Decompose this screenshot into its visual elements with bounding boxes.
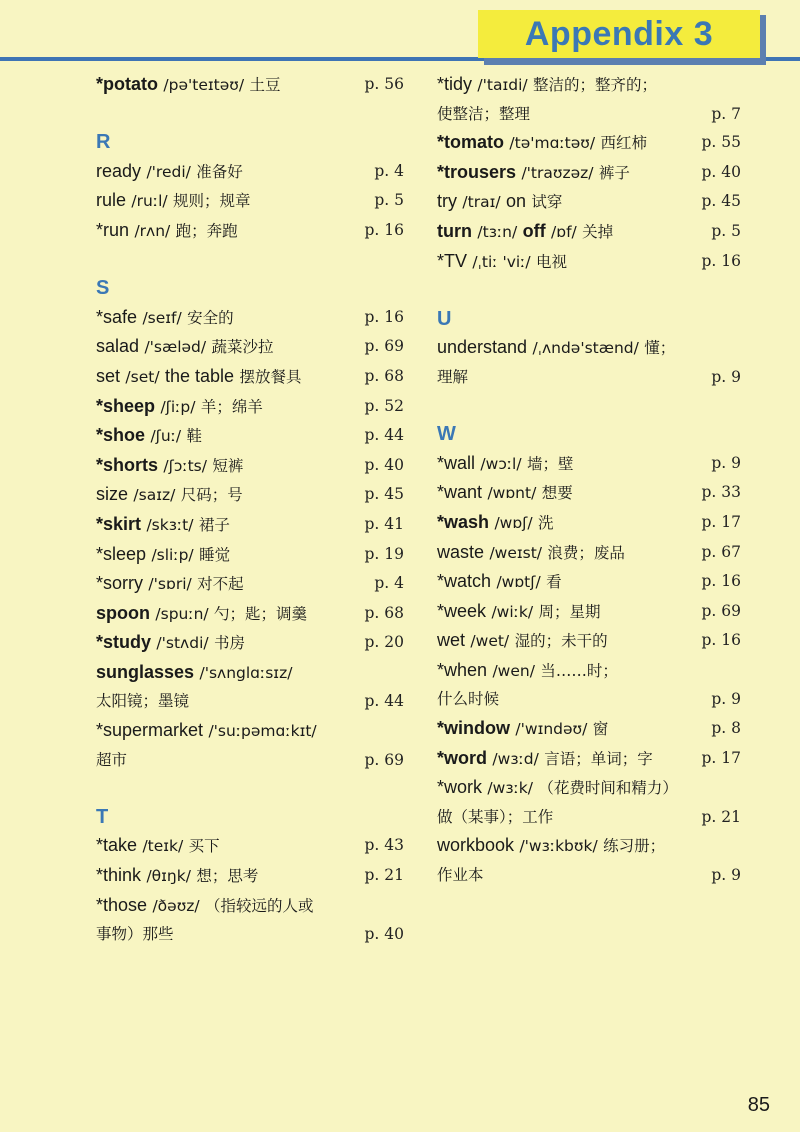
entry-page: p. 69: [701, 601, 741, 620]
glossary-entry: [96, 569, 404, 599]
entry-text: [96, 451, 361, 481]
section-letter: W: [437, 423, 456, 446]
entry-ipa: /rʌn/: [134, 221, 171, 240]
entry-translation: 想要: [541, 484, 573, 503]
glossary-entry: [96, 421, 404, 451]
entry-page: p. 9: [711, 690, 741, 709]
entry-page: p. 19: [364, 544, 404, 563]
entry-ipa: /ruːl/: [131, 192, 168, 211]
entry-text: [437, 217, 707, 247]
entry-ipa: /'stʌdi/: [156, 634, 209, 653]
entry-word: *potato: [96, 74, 158, 94]
entry-text: [96, 70, 361, 100]
glossary-entry: [437, 187, 741, 217]
entry-translation: （花费时间和精力）: [538, 779, 678, 798]
entry-page: p. 4: [374, 161, 404, 180]
glossary-entry: [437, 744, 741, 774]
entry-text: [437, 508, 698, 538]
entry-page: p. 16: [364, 307, 404, 326]
entry-translation: 鞋: [186, 427, 203, 446]
entry-text: [437, 538, 698, 568]
entry-translation: 洗: [538, 513, 554, 532]
entry-text: [96, 216, 361, 246]
glossary-entry: [96, 451, 404, 481]
title-tab: [478, 10, 760, 58]
entry-page: p. 69: [364, 337, 404, 356]
entry-ipa: /'traʊzəz/: [521, 163, 594, 182]
entry-text: [96, 716, 361, 774]
entry-translation: 蔬菜沙拉: [211, 338, 274, 357]
entry-translation: 想；思考: [196, 867, 259, 886]
entry-page: p. 7: [711, 104, 741, 123]
entry-page: p. 21: [701, 807, 741, 826]
entry-ipa: /wɜːk/: [487, 779, 533, 798]
entry-word: *sorry: [96, 573, 144, 594]
entry-page: p. 68: [364, 366, 404, 385]
entry-page: p. 44: [364, 426, 404, 445]
entry-word: *supermarket: [96, 720, 204, 741]
entry-ipa: /θɪŋk/: [146, 867, 191, 886]
entry-word: wet: [437, 630, 466, 651]
entry-translation: 尺码；号: [180, 486, 243, 505]
entry-page: p. 17: [701, 748, 741, 767]
entry-word: *word: [437, 747, 488, 768]
entry-ipa: /sliːp/: [151, 545, 194, 564]
entry-word: *watch: [437, 571, 492, 592]
entry-ipa: /tɜːn/: [477, 222, 518, 241]
entry-text: [96, 510, 361, 540]
entry-translation: 周；星期: [538, 602, 601, 621]
entry-word: *when: [437, 659, 488, 680]
entry-word: *week: [437, 600, 487, 621]
glossary-entry: [96, 628, 404, 658]
glossary-entry: [437, 597, 741, 627]
entry-word: *sheep: [96, 395, 156, 416]
glossary-entry: [96, 716, 404, 774]
entry-page: p. 17: [701, 512, 741, 531]
entry-text: [437, 449, 707, 479]
entry-text: [96, 332, 361, 362]
section-letter: T: [96, 805, 109, 828]
entry-ipa: /ˌʌndə'stænd/: [532, 339, 639, 358]
entry-text: [437, 70, 707, 128]
glossary-entry: [96, 216, 404, 246]
entry-translation: 摆放餐具: [239, 367, 302, 386]
entry-page: p. 8: [711, 719, 741, 738]
entry-translation: 超市: [96, 750, 128, 769]
glossary-entry: [96, 362, 404, 392]
entry-ipa: /wet/: [470, 632, 510, 651]
entry-text: [96, 628, 361, 658]
entry-text: [96, 480, 361, 510]
entry-translation: 湿的；未干的: [514, 632, 608, 651]
entry-word: size: [96, 484, 129, 505]
glossary-entry: [437, 333, 741, 391]
section-spacer: [437, 392, 741, 421]
entry-translation: 关掉: [582, 222, 614, 241]
entry-text: [437, 333, 707, 391]
entry-page: p. 55: [701, 133, 741, 152]
entry-translation: （指较远的人或: [205, 896, 314, 915]
entry-word: *think: [96, 865, 142, 886]
entry-page: p. 16: [701, 251, 741, 270]
entry-page: p. 69: [364, 750, 404, 769]
entry-page: p. 40: [364, 455, 404, 474]
entry-ipa: /seɪf/: [142, 308, 182, 327]
entry-translation: 试穿: [531, 193, 563, 212]
entry-text: [437, 247, 698, 277]
entry-word: understand: [437, 337, 528, 358]
entry-page: p. 16: [364, 220, 404, 239]
entry-text: [437, 773, 698, 831]
entry-word: *sleep: [96, 543, 147, 564]
glossary-entry: [96, 658, 404, 716]
entry-ipa: /wiːk/: [491, 602, 534, 621]
entry-word: spoon: [96, 602, 150, 623]
entry-ipa: /ʃiːp/: [160, 397, 196, 416]
entry-translation: 理解: [437, 367, 469, 386]
entry-ipa: /skɜːt/: [146, 515, 194, 534]
entry-text: [437, 656, 707, 714]
entry-ipa: /wɔːl/: [480, 454, 522, 473]
entry-text: [437, 128, 698, 158]
entry-translation: 买下: [188, 837, 220, 856]
entry-ipa: /'sʌnglɑːsɪz/: [199, 663, 293, 682]
entry-translation: 练习册；: [603, 837, 666, 856]
section-spacer: [96, 774, 404, 803]
glossary-entry: [437, 158, 741, 188]
glossary-entry: [96, 510, 404, 540]
entry-translation: 裙子: [198, 515, 230, 534]
entry-page: p. 56: [364, 75, 404, 93]
entry-word: *skirt: [96, 513, 142, 534]
entry-word: salad: [96, 336, 140, 357]
entry-ipa: /saɪz/: [133, 486, 176, 505]
entry-translation: 太阳镜；墨镜: [96, 692, 190, 711]
entry-ipa: /'sæləd/: [144, 338, 207, 357]
entry-translation: 裤子: [598, 163, 630, 182]
entry-translation: 使整洁；整理: [437, 104, 531, 123]
section-spacer: [437, 276, 741, 305]
entry-ipa: /ʃɔːts/: [163, 456, 207, 475]
entry-word: *take: [96, 835, 138, 856]
entry-text: [96, 392, 361, 422]
entry-page: p. 5: [711, 221, 741, 240]
entry-word: set: [96, 365, 121, 386]
entry-translation: 做（某事）；工作: [437, 807, 554, 826]
entry-translation: 窗: [592, 720, 609, 739]
entry-word: *want: [437, 482, 483, 503]
entry-translation: 事物）那些: [96, 925, 174, 944]
entry-ipa: /ˌtiː 'viː/: [472, 252, 531, 271]
entry-ipa: /spuːn/: [155, 604, 209, 623]
section-letter: U: [437, 307, 452, 330]
glossary-entry: [437, 449, 741, 479]
entry-text: [437, 597, 698, 627]
entry-translation: 书房: [214, 634, 246, 653]
entry-text: [96, 303, 361, 333]
entry-translation: 当……时；: [540, 661, 618, 680]
glossary-entry: [96, 70, 404, 100]
entry-ipa: /set/: [125, 367, 160, 386]
entry-phrase: off: [522, 220, 546, 241]
entry-translation: 准备好: [196, 162, 243, 181]
entry-ipa: /teɪk/: [142, 837, 184, 856]
entry-text: [437, 626, 698, 656]
entry-translation: 西红柿: [600, 134, 647, 153]
entry-word: *run: [96, 219, 130, 240]
entry-phrase: on: [505, 191, 526, 212]
entry-page: p. 20: [364, 633, 404, 652]
entry-ipa: /wɜːd/: [492, 749, 539, 768]
entry-ipa: /traɪ/: [462, 193, 501, 212]
entry-page: p. 21: [364, 866, 404, 885]
entry-ipa: /'wɜːkbʊk/: [519, 837, 598, 856]
entry-text: [96, 658, 361, 716]
entry-page: p. 52: [364, 396, 404, 415]
entry-ipa: /'wɪndəʊ/: [515, 720, 588, 739]
entry-page: p. 41: [364, 514, 404, 533]
entry-ipa: /tə'mɑːtəʊ/: [509, 134, 596, 153]
entry-text: [96, 831, 361, 861]
glossary-entry: [437, 714, 741, 744]
entry-text: [96, 891, 361, 949]
entry-word: ready: [96, 160, 142, 181]
entry-word: turn: [437, 220, 472, 241]
glossary-entry: [437, 478, 741, 508]
glossary-entry: [96, 831, 404, 861]
glossary-entry: [96, 861, 404, 891]
entry-page: p. 9: [711, 453, 741, 472]
entry-translation: 电视: [536, 252, 568, 271]
entry-translation: 言语；单词；字: [544, 749, 653, 768]
glossary-entry: [437, 247, 741, 277]
entry-ipa: /wen/: [492, 661, 535, 680]
glossary-entry: [437, 656, 741, 714]
entry-ipa: /weɪst/: [489, 543, 543, 562]
entry-ipa: /ʃuː/: [150, 427, 182, 446]
entry-translation: 看: [546, 573, 562, 592]
entry-page: p. 5: [374, 191, 404, 210]
glossary-entry: [437, 217, 741, 247]
glossary-entry: [96, 332, 404, 362]
entry-ipa: /'suːpəmɑːkɪt/: [208, 722, 317, 741]
entry-page: p. 45: [701, 192, 741, 211]
entry-text: [437, 478, 698, 508]
entry-text: [437, 831, 707, 889]
glossary-entry: [96, 891, 404, 949]
entry-word: workbook: [437, 835, 515, 856]
entry-word: *window: [437, 718, 510, 739]
entry-word: try: [437, 191, 457, 212]
entry-word: *TV: [437, 250, 468, 271]
entry-word: rule: [96, 190, 127, 211]
right-column: [437, 70, 741, 890]
entry-translation: 整洁的；整齐的；: [533, 76, 658, 94]
glossary-entry: [437, 773, 741, 831]
glossary-entry: [96, 540, 404, 570]
entry-word: *study: [96, 632, 152, 653]
entry-page: p. 40: [364, 925, 404, 944]
entry-phrase: the table: [164, 365, 235, 386]
page-number: 85: [747, 1094, 770, 1116]
entry-text: [437, 567, 698, 597]
entry-word: *safe: [96, 306, 138, 327]
entry-ipa: /wɒnt/: [487, 484, 537, 503]
entry-page: p. 44: [364, 692, 404, 711]
entry-page: p. 16: [701, 631, 741, 650]
entry-page: p. 4: [374, 574, 404, 593]
left-column: [96, 70, 404, 949]
entry-translation: 懂；: [644, 339, 676, 358]
entry-text: [96, 157, 370, 187]
entry-page: p. 9: [711, 866, 741, 885]
entry-ipa: /'taɪdi/: [477, 76, 528, 94]
entry-word: sunglasses: [96, 661, 195, 682]
entry-translation: 作业本: [437, 866, 484, 885]
glossary-entry: [437, 70, 741, 128]
entry-word: *shoe: [96, 425, 146, 446]
entry-word: *wall: [437, 452, 476, 473]
appendix-title: Appendix 3: [524, 14, 714, 53]
entry-page: p. 67: [701, 542, 741, 561]
entry-page: p. 9: [711, 367, 741, 386]
entry-page: p. 45: [364, 485, 404, 504]
glossary-entry: [437, 128, 741, 158]
entry-text: [96, 540, 361, 570]
entry-text: [96, 599, 361, 629]
entry-translation: 勺；匙；调羹: [214, 604, 308, 623]
entry-word: *tomato: [437, 132, 504, 153]
section-spacer: [96, 100, 404, 129]
entry-word: *work: [437, 777, 483, 798]
entry-translation: 浪费；废品: [547, 543, 625, 562]
glossary-entry: [96, 599, 404, 629]
entry-ipa: /wɒʃ/: [494, 513, 533, 532]
glossary-entry: [96, 480, 404, 510]
entry-ipa: /ɒf/: [551, 222, 577, 241]
entry-ipa: /ðəʊz/: [152, 896, 200, 915]
entry-ipa: /'sɒri/: [148, 575, 192, 594]
glossary-entry: [437, 508, 741, 538]
section-spacer: [96, 246, 404, 275]
glossary-entry: [437, 567, 741, 597]
glossary-entry: [96, 303, 404, 333]
glossary-entry: [96, 186, 404, 216]
entry-translation: 什么时候: [437, 690, 500, 709]
entry-ipa: /pə'teɪtəʊ/: [163, 76, 245, 94]
entry-text: [96, 362, 361, 392]
glossary-entry: [96, 157, 404, 187]
entry-page: p. 68: [364, 603, 404, 622]
entry-word: *those: [96, 894, 148, 915]
entry-word: waste: [437, 541, 485, 562]
glossary-entry: [437, 831, 741, 889]
entry-text: [437, 158, 698, 188]
entry-word: *tidy: [437, 74, 473, 94]
entry-ipa: /'redi/: [146, 162, 191, 181]
entry-text: [96, 421, 361, 451]
entry-translation: 墙；壁: [527, 454, 574, 473]
entry-text: [437, 744, 698, 774]
entry-ipa: /wɒtʃ/: [496, 573, 541, 592]
entry-translation: 短裤: [212, 456, 244, 475]
entry-page: p. 33: [701, 483, 741, 502]
entry-text: [96, 569, 370, 599]
section-letter: S: [96, 277, 110, 300]
section-letter: R: [96, 131, 111, 154]
entry-text: [437, 187, 698, 217]
entry-translation: 羊；绵羊: [200, 397, 263, 416]
glossary-entry: [96, 392, 404, 422]
entry-word: *wash: [437, 511, 490, 532]
entry-translation: 睡觉: [199, 545, 231, 564]
entry-page: p. 40: [701, 162, 741, 181]
glossary-entry: [437, 538, 741, 568]
entry-page: p. 16: [701, 572, 741, 591]
entry-word: *trousers: [437, 161, 517, 182]
entry-word: *shorts: [96, 454, 159, 475]
entry-translation: 安全的: [187, 308, 234, 327]
entry-translation: 土豆: [249, 76, 281, 94]
glossary-entry: [437, 626, 741, 656]
entry-text: [96, 861, 361, 891]
entry-translation: 规则；规章: [173, 192, 251, 211]
entry-translation: 对不起: [197, 575, 244, 594]
entry-text: [437, 714, 707, 744]
entry-translation: 跑；奔跑: [175, 221, 238, 240]
entry-text: [96, 186, 370, 216]
entry-page: p. 43: [364, 836, 404, 855]
